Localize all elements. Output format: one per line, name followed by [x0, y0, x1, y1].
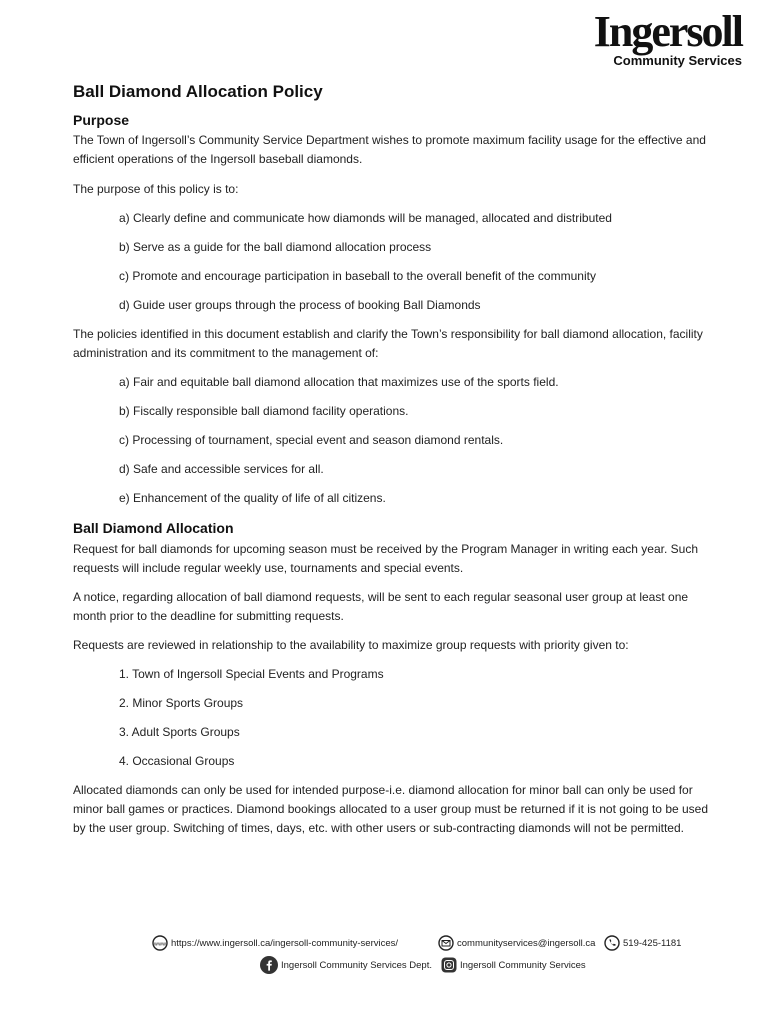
- policies-intro: The policies identified in this document establish and clarify the Town’s responsibility for ball diamond allocation, facility administration and its commitment to the management of:: [73, 327, 703, 360]
- document-title: Ball Diamond Allocation Policy: [73, 82, 323, 101]
- logo-wordmark: Ingersoll: [593, 7, 742, 56]
- email-link[interactable]: communityservices@ingersoll.ca: [457, 937, 596, 949]
- footer-instagram[interactable]: [441, 957, 586, 973]
- svg-text:www: www: [153, 941, 167, 948]
- purpose-lead: The purpose of this policy is to:: [73, 182, 239, 196]
- instagram-link[interactable]: Ingersoll Community Services: [460, 959, 586, 971]
- purpose-heading: Purpose: [73, 112, 130, 128]
- purpose-item: d) Guide user groups through the process of booking Ball Diamonds: [119, 298, 481, 312]
- purpose-item: a) Clearly define and communicate how diamonds will be managed, allocated and distributed: [119, 211, 612, 225]
- email-icon: [438, 935, 454, 951]
- priority-item: 3. Adult Sports Groups: [119, 725, 240, 739]
- policy-item: a) Fair and equitable ball diamond allocation that maximizes use of the sports field.: [119, 375, 559, 389]
- ingersoll-logo: [560, 8, 750, 70]
- policy-item: b) Fiscally responsible ball diamond facility operations.: [119, 404, 409, 418]
- policy-item: c) Processing of tournament, special event and season diamond rentals.: [119, 433, 504, 447]
- allocation-paragraph-3: Requests are reviewed in relationship to the availability to maximize group requests with priority given to:: [73, 638, 629, 652]
- website-link[interactable]: https://www.ingersoll.ca/ingersoll-community-services/: [171, 937, 399, 949]
- footer-facebook[interactable]: [260, 956, 432, 974]
- contact-footer: [0, 930, 770, 990]
- priority-item: 2. Minor Sports Groups: [119, 696, 244, 710]
- phone-number[interactable]: 519-425-1181: [623, 937, 682, 949]
- www-icon: [152, 935, 168, 951]
- instagram-icon: [441, 957, 457, 973]
- purpose-item: c) Promote and encourage participation in baseball to the overall benefit of the community: [119, 269, 596, 283]
- allocation-paragraph-1: Request for ball diamonds for upcoming season must be received by the Program Manager in writing each year. Such requests will include regular weekly use, tournaments and special events.: [73, 542, 698, 575]
- policy-item: e) Enhancement of the quality of life of all citizens.: [119, 491, 386, 505]
- priority-item: 1. Town of Ingersoll Special Events and Programs: [119, 667, 384, 681]
- purpose-intro: The Town of Ingersoll’s Community Service Department wishes to promote maximum facility usage for the effective and efficient operations of the Ingersoll baseball diamonds.: [73, 133, 706, 166]
- allocation-heading: Ball Diamond Allocation: [73, 520, 234, 536]
- purpose-item: b) Serve as a guide for the ball diamond allocation process: [119, 240, 432, 254]
- facebook-link[interactable]: Ingersoll Community Services Dept.: [281, 959, 432, 971]
- policy-item: d) Safe and accessible services for all.: [119, 462, 324, 476]
- priority-item: 4. Occasional Groups: [119, 754, 235, 768]
- footer-website[interactable]: [152, 935, 398, 951]
- logo-subtitle: Community Services: [613, 53, 742, 68]
- allocation-paragraph-2: A notice, regarding allocation of ball diamond requests, will be sent to each regular seasonal user group at least one month prior to the deadline for submitting requests.: [73, 590, 689, 623]
- phone-icon: [604, 935, 620, 951]
- footer-phone[interactable]: [604, 935, 681, 951]
- allocation-paragraph-4: Allocated diamonds can only be used for intended purpose-i.e. diamond allocation for minor ball can only be used for minor ball games or practices. Diamond bookings allocated to a user group must be returned if it is not going to be used by the user group. Switching of times, days, etc. with other users or sub-contracting diamonds will not be permitted.: [73, 783, 709, 835]
- facebook-icon: [260, 956, 278, 974]
- footer-email[interactable]: [438, 935, 595, 951]
